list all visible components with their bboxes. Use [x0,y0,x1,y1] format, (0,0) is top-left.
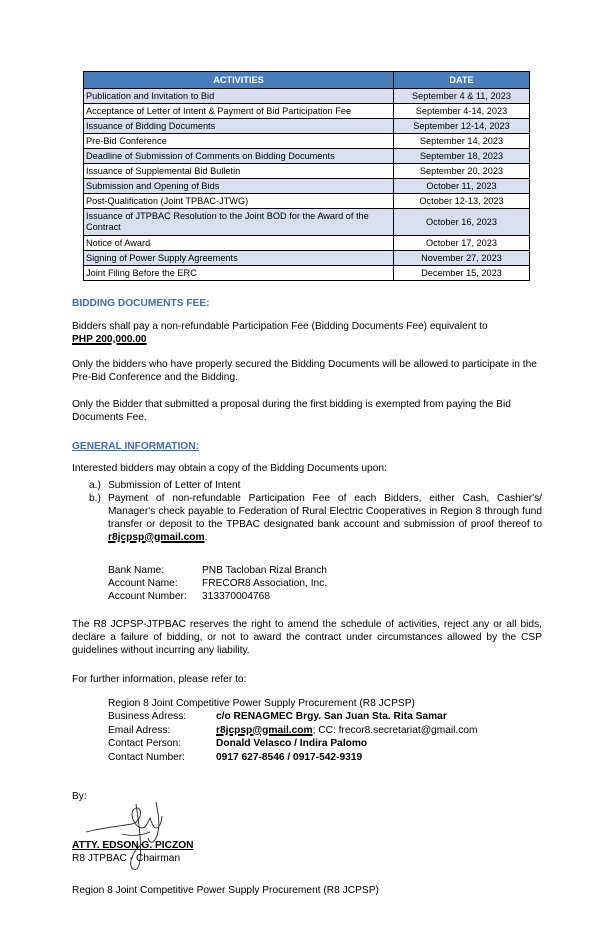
date-cell: September 20, 2023 [394,164,530,179]
table-row [84,209,530,236]
business-label: Business Adress: [108,711,187,722]
refer-text: For further information, please refer to: [72,674,247,685]
activity-cell: Publication and Invitation to Bid [84,89,394,104]
activity-cell: Issuance of Bidding Documents [84,119,394,134]
email-cc: ; CC: frecor8.secretariat@gmail.com [312,725,478,736]
header-date: DATE [394,72,530,89]
date-cell: December 15, 2023 [394,266,530,281]
schedule-table [83,71,530,281]
number-label: Contact Number: [108,752,186,763]
account-name-value: FRECOR8 Association, Inc. [202,578,328,589]
item-b [108,492,542,544]
table-row [84,104,530,119]
activity-cell: Signing of Power Supply Agreements [84,251,394,266]
item-b-marker: b.) [89,493,101,504]
bank-name-value: PNB Tacloban Rizal Branch [202,565,327,576]
fee-text: Bidders shall pay a non-refundable Participation Fee (Bidding Documents Fee) equivalent to [72,321,488,332]
activity-cell: Joint Filing Before the ERC [84,266,394,281]
date-cell: September 18, 2023 [394,149,530,164]
activity-cell: Acceptance of Letter of Intent & Payment of Bid Participation Fee [84,104,394,119]
date-cell: September 4-14, 2023 [394,104,530,119]
fee-heading: BIDDING DOCUMENTS FEE: [72,298,210,309]
contact-email-link[interactable]: r8jcpsp@gmail.com [216,725,313,736]
email-label: Email Adress: [108,725,171,736]
signature-icon [80,798,190,878]
email-link[interactable]: r8jcpsp@gmail.com [108,532,205,543]
activity-cell: Post-Qualification (Joint TPBAC-JTWG) [84,194,394,209]
date-cell: October 11, 2023 [394,179,530,194]
account-name-label: Account Name: [108,578,178,589]
footer-text: Region 8 Joint Competitive Power Supply Procurement (R8 JCPSP) [72,885,379,896]
account-number-label: Account Number: [108,591,187,602]
header-activities: ACTIVITIES [84,72,394,89]
contact-org: Region 8 Joint Competitive Power Supply Procurement (R8 JCPSP) [108,698,415,709]
signatory-title: R8 JTPBAC - Chairman [72,853,181,864]
fee-paragraph [72,320,542,346]
table-row [84,251,530,266]
person-label: Contact Person: [108,738,182,749]
activity-cell: Notice of Award [84,236,394,251]
reserve-paragraph: The R8 JCPSP-JTPBAC reserves the right to amend the schedule of activities, reject any or all bids, declare a failure of bidding, or not to award the contract under circumstances allowed by the CSP guidelines without incurring any liability. [72,619,542,656]
account-number-value: 313370004768 [202,591,270,602]
date-cell: October 16, 2023 [394,209,530,236]
person-value: Donald Velasco / Indira Palomo [216,738,368,749]
table-row [84,236,530,251]
date-cell: September 14, 2023 [394,134,530,149]
table-row [84,194,530,209]
schedule-header-row [84,72,530,89]
fee-note: Only the bidders who have properly secured the Bidding Documents will be allowed to participate in the Pre-Bid Conference and the Bidding. [72,359,537,383]
item-b-period: . [204,532,208,543]
table-row [84,134,530,149]
table-row [84,119,530,134]
business-value: c/o RENAGMEC Brgy. San Juan Sta. Rita Samar [216,711,447,722]
email-value [216,724,477,737]
general-intro: Interested bidders may obtain a copy of the Bidding Documents upon: [72,463,387,474]
table-row [84,179,530,194]
table-row [84,89,530,104]
fee-exemption: Only the Bidder that submitted a proposal during the first bidding is exempted from paying the Bid Documents Fee. [72,399,511,423]
item-a-text: Submission of Letter of Intent [108,480,241,491]
date-cell: September 4 & 11, 2023 [394,89,530,104]
date-cell: October 17, 2023 [394,236,530,251]
table-row [84,149,530,164]
activity-cell: Deadline of Submission of Comments on Bidding Documents [84,149,394,164]
table-row [84,164,530,179]
signatory-name: ATTY. EDSON G. PICZON [72,840,194,851]
item-b-text: Payment of non-refundable Participation Fee of each Bidders, either Cash, Cashier's/ Manager's check payable to Federation of Rural Electric Cooperatives in Region 8 through fund transfer or deposit to the TPBAC designated bank account and submission of proof thereof to [108,493,542,530]
bank-name-label: Bank Name: [108,565,165,576]
date-cell: November 27, 2023 [394,251,530,266]
activity-cell: Issuance of JTPBAC Resolution to the Joint BOD for the Award of the Contract [84,209,394,236]
by-label: By: [72,791,87,802]
general-heading: GENERAL INFORMATION: [72,441,199,452]
activity-cell: Issuance of Supplemental Bid Bulletin [84,164,394,179]
table-row [84,266,530,281]
number-value: 0917 627-8546 / 0917-542-9319 [216,752,363,763]
fee-amount: PHP 200,000.00 [72,334,147,345]
item-a-marker: a.) [89,480,101,491]
activity-cell: Pre-Bid Conference [84,134,394,149]
activity-cell: Submission and Opening of Bids [84,179,394,194]
date-cell: September 12-14, 2023 [394,119,530,134]
date-cell: October 12-13, 2023 [394,194,530,209]
